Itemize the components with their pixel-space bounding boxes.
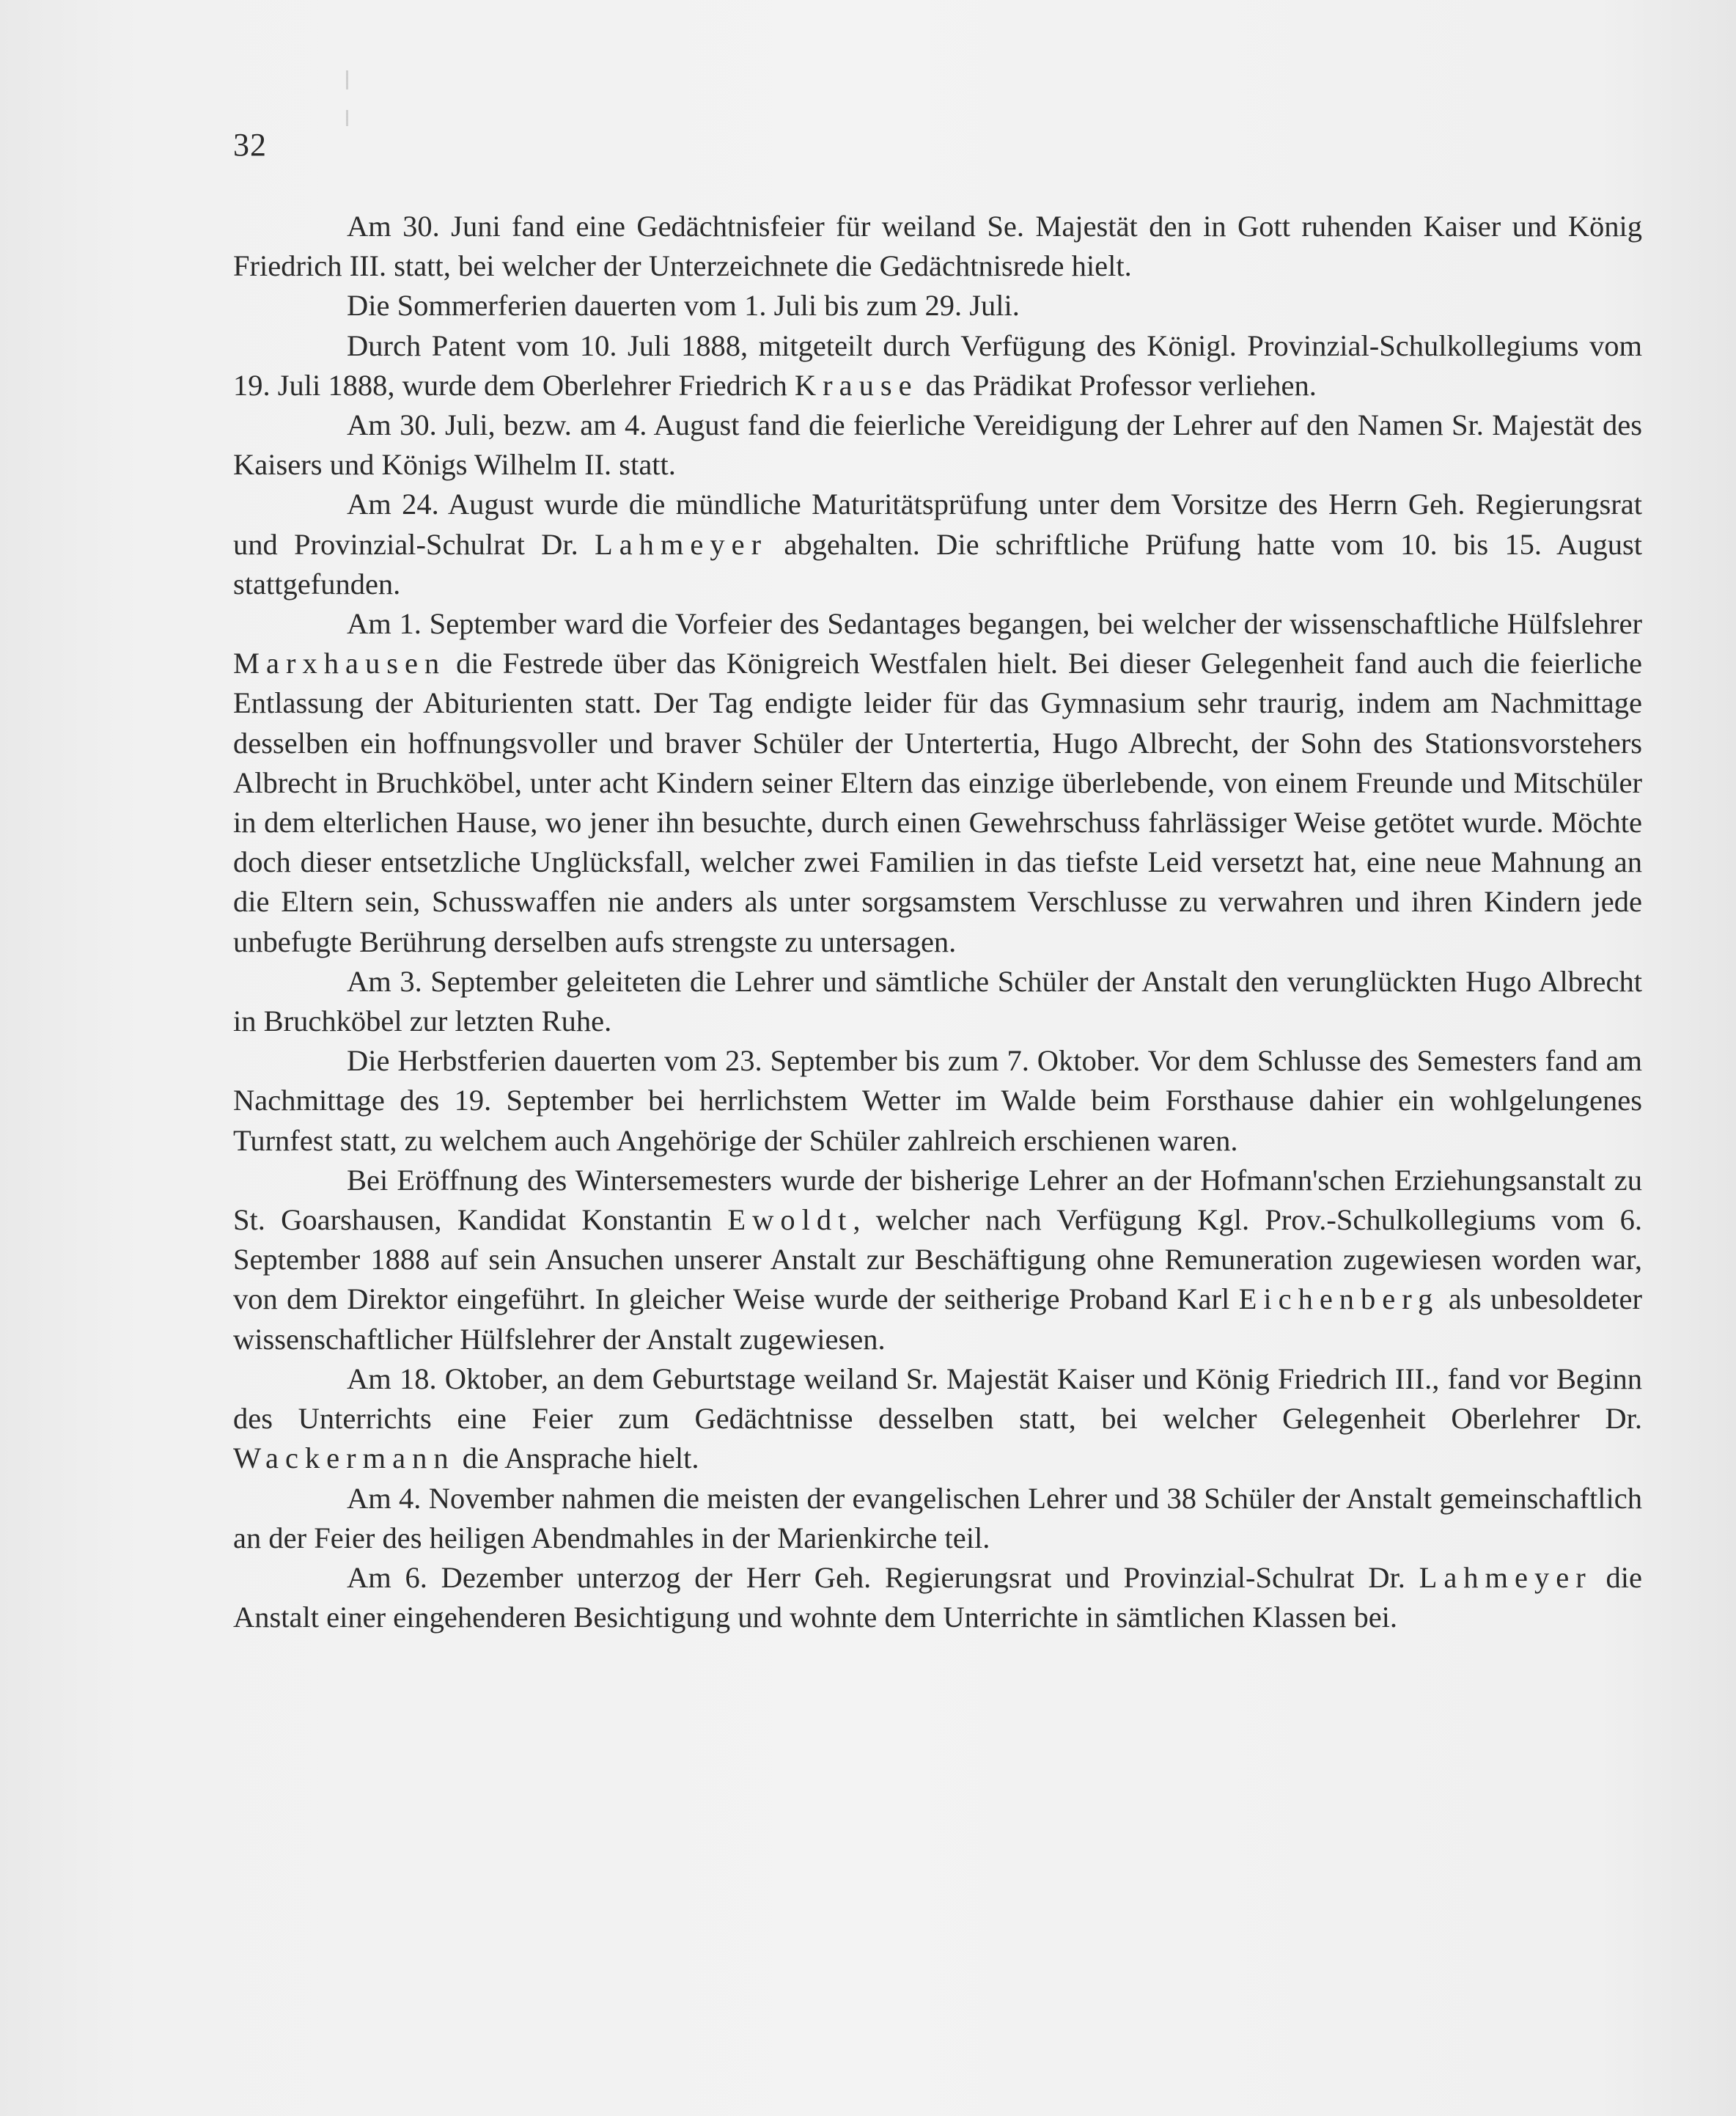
paragraph bbox=[233, 485, 1642, 604]
scan-artifact bbox=[346, 110, 348, 126]
text-segment: das Prädikat Professor verliehen. bbox=[918, 368, 1317, 402]
text-segment: als unbesoldeter wissenschaftlicher Hülfslehrer der Anstalt zugewiesen. bbox=[233, 1282, 1642, 1356]
spaced-name: Lahmeyer bbox=[594, 527, 768, 561]
paragraph bbox=[233, 1479, 1642, 1558]
paragraph bbox=[233, 207, 1642, 286]
text-segment: Am 4. November nahmen die meisten der evangelischen Lehrer und 38 Schüler der Anstalt gemeinschaftlich an der Feier des heiligen Abendmahles in der Marienkirche teil. bbox=[233, 1481, 1642, 1554]
page-number: 32 bbox=[233, 127, 267, 163]
text-segment: Am 3. September geleiteten die Lehrer und sämtliche Schüler der Anstalt den verunglückten Hugo Albrecht in Bruchköbel zur letzten Ruhe. bbox=[233, 964, 1642, 1038]
text-segment: abgehalten. Die schriftliche Prüfung hatte vom 10. bis 15. August stattgefunden. bbox=[233, 527, 1642, 600]
spaced-name: Lahmeyer bbox=[1419, 1560, 1592, 1594]
paragraph bbox=[233, 604, 1642, 962]
paragraph bbox=[233, 286, 1642, 326]
text-segment: , welcher nach Verfügung Kgl. Prov.-Schulkollegiums vom 6. September 1888 auf sein Ansuchen unserer Anstalt zur Beschäftigung ohne Remuneration zugewiesen worden war, von dem Direktor eingeführt. In gleicher Weise wurde der seitherige Proband Karl bbox=[233, 1203, 1643, 1316]
text-segment: Am 18. Oktober, an dem Geburtstage weiland Sr. Majestät Kaiser und König Friedrich III., fand vor Beginn des Unterrichts eine Feier zum Gedächtnisse desselben statt, bei welcher Gelegenheit Oberlehrer Dr. bbox=[233, 1362, 1642, 1436]
paragraph bbox=[233, 1161, 1642, 1359]
text-segment: Bei Eröffnung des Wintersemesters wurde der bisherige Lehrer an der Hofmann'schen Erziehungsanstalt zu St. Goarshausen, Kandidat Konstantin bbox=[233, 1163, 1642, 1237]
text-segment: die Anstalt einer eingehenderen Besichtigung und wohnte dem Unterrichte in sämtlichen Klassen bei. bbox=[233, 1560, 1642, 1634]
text-segment: Am 30. Juli, bezw. am 4. August fand die feierliche Vereidigung der Lehrer auf den Namen Sr. Majestät des Kaisers und Königs Wilhelm II. statt. bbox=[233, 408, 1642, 482]
scan-artifact bbox=[346, 70, 348, 89]
spaced-name: Eichenberg bbox=[1238, 1282, 1440, 1316]
paragraph bbox=[233, 326, 1642, 405]
text-segment: Durch Patent vom 10. Juli 1888, mitgeteilt durch Verfügung des Königl. Provinzial-Schulkollegiums vom 19. Juli 1888, wurde dem Oberlehrer Friedrich bbox=[233, 328, 1642, 402]
text-segment: Die Sommerferien dauerten vom 1. Juli bis zum 29. Juli. bbox=[347, 289, 1020, 323]
text-segment: Am 30. Juni fand eine Gedächtnisfeier für weiland Se. Majestät den in Gott ruhenden Kaiser und König Friedrich III. statt, bei welcher der Unterzeichnete die Gedächtnisrede hielt. bbox=[233, 210, 1642, 283]
paragraph bbox=[233, 405, 1642, 485]
spaced-name: Marxhausen bbox=[233, 647, 446, 680]
spaced-name: Wackermann bbox=[233, 1441, 455, 1475]
text-segment: die Ansprache hielt. bbox=[455, 1441, 699, 1475]
spaced-name: Krause bbox=[794, 368, 919, 402]
paragraph bbox=[233, 962, 1642, 1041]
text-segment: Am 24. August wurde die mündliche Maturitätsprüfung unter dem Vorsitze des Herrn Geh. Regierungsrat und Provinzial-Schulrat Dr. bbox=[233, 488, 1642, 561]
body-text bbox=[233, 207, 1642, 1637]
paragraph bbox=[233, 1041, 1642, 1161]
paragraph bbox=[233, 1359, 1642, 1479]
text-segment: Die Herbstferien dauerten vom 23. September bis zum 7. Oktober. Vor dem Schlusse des Semesters fand am Nachmittage des 19. September bei herrlichstem Wetter im Walde beim Forsthause dahier ein wohlgelungenes Turnfest statt, zu welchem auch Angehörige der Schüler zahlreich erschienen waren. bbox=[233, 1044, 1642, 1157]
spaced-name: Ewoldt bbox=[727, 1203, 853, 1237]
paragraph bbox=[233, 1558, 1642, 1637]
text-segment: Am 6. Dezember unterzog der Herr Geh. Regierungsrat und Provinzial-Schulrat Dr. bbox=[347, 1560, 1419, 1594]
text-segment: die Festrede über das Königreich Westfalen hielt. Bei dieser Gelegenheit fand auch die feierliche Entlassung der Abiturienten statt. Der Tag endigte leider für das Gymnasium sehr traurig, indem am Nachmittage desselben ein hoffnungsvoller und braver Schüler der Untertertia, Hugo Albrecht, der Sohn des Stationsvorstehers Albrecht in Bruchköbel, unter acht Kindern seiner Eltern das einzige überlebende, von einem Freunde und Mitschüler in dem elterlichen Hause, wo jener ihn besuchte, durch einen Gewehrschuss fahrlässiger Weise getötet wurde. Möchte doch dieser entsetzliche Unglücksfall, welcher zwei Familien in das tiefste Leid versetzt hat, eine neue Mahnung an die Eltern sein, Schusswaffen nie anders als unter sorgsamstem Verschlusse zu verwahren und ihren Kindern jede unbefugte Berührung derselben aufs strengste zu untersagen. bbox=[233, 647, 1642, 958]
text-segment: Am 1. September ward die Vorfeier des Sedantages begangen, bei welcher der wissenschaftliche Hülfslehrer bbox=[347, 607, 1642, 641]
